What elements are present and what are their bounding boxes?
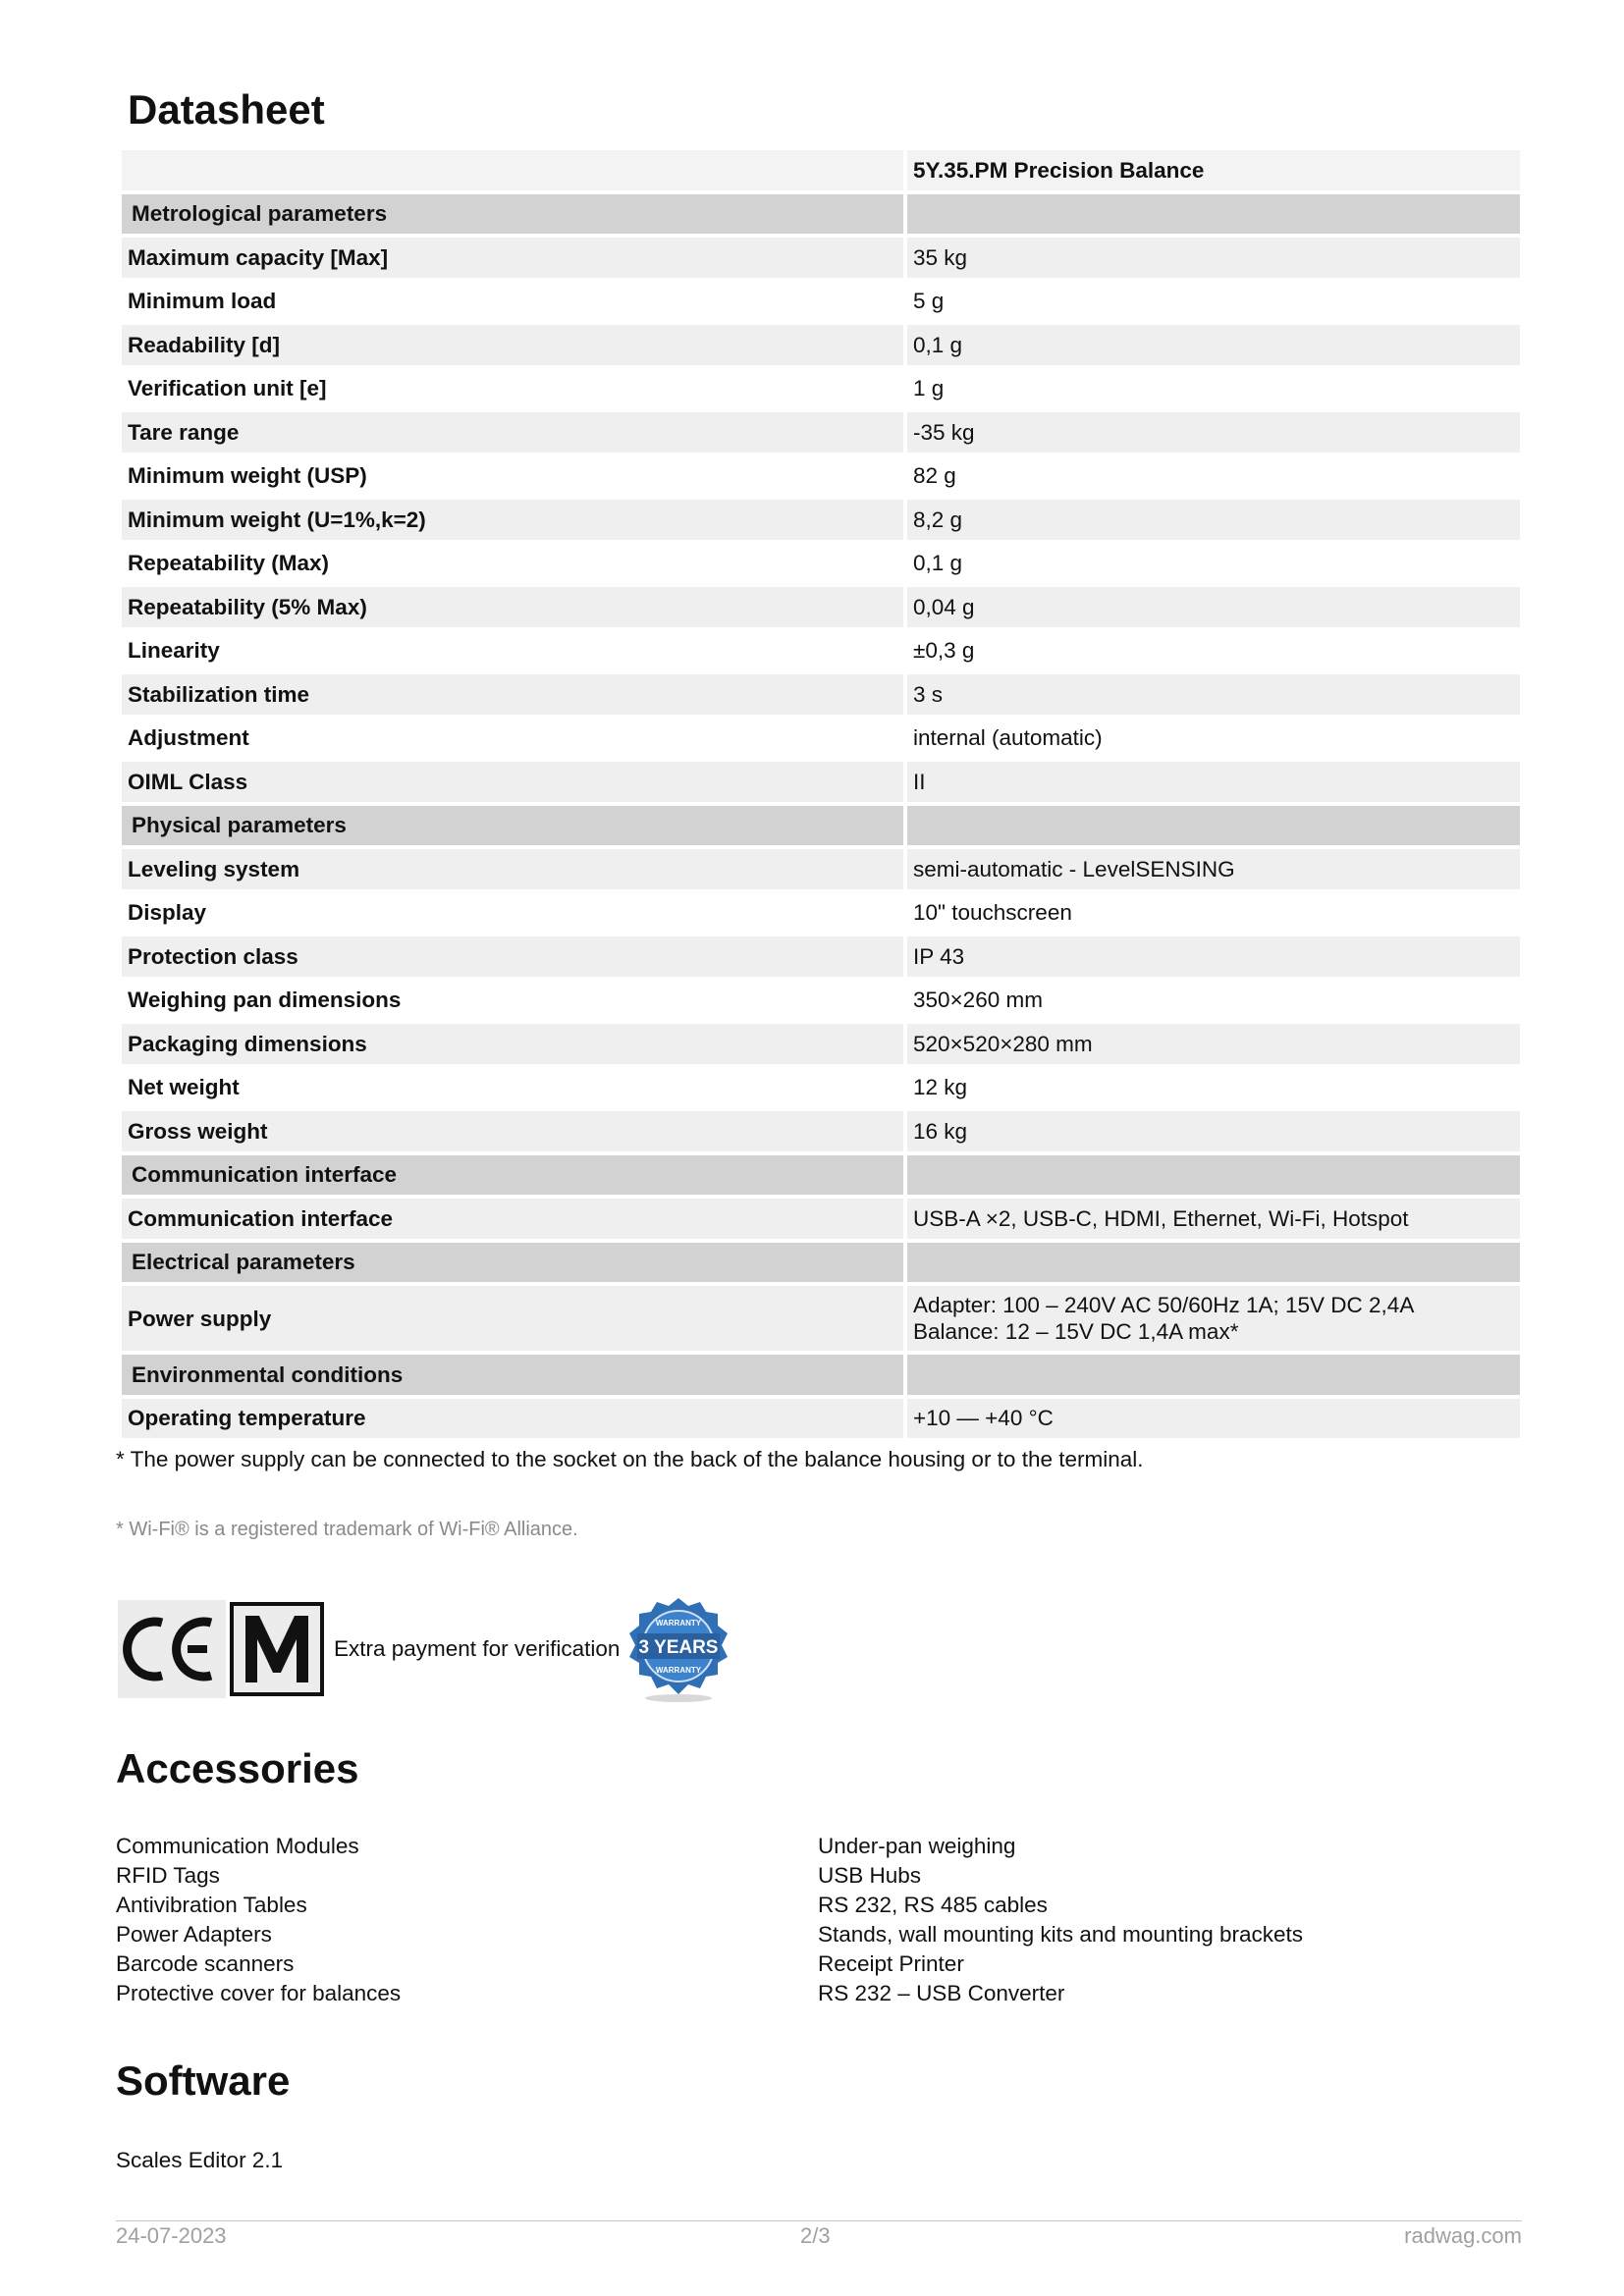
ce-mark-logo [118, 1600, 226, 1698]
footer-divider [116, 2220, 1522, 2221]
spec-row [122, 631, 1520, 671]
spec-row [122, 1286, 1520, 1351]
page-title: Datasheet [128, 86, 325, 133]
spec-value: 10" touchscreen [907, 893, 1520, 934]
accessory-item: Protective cover for balances [116, 1981, 402, 2005]
spec-label: Repeatability (5% Max) [122, 587, 903, 627]
spec-label: Protection class [122, 936, 903, 977]
spec-label: Net weight [122, 1068, 903, 1108]
accessory-item: RFID Tags [116, 1863, 220, 1888]
spec-value: semi-automatic - LevelSENSING [907, 849, 1520, 889]
software-heading: Software [116, 2057, 291, 2104]
spec-label: Linearity [122, 631, 903, 671]
trademark-note: * Wi-Fi® is a registered trademark of Wi-Fi® Alliance. [116, 1519, 578, 1540]
spec-row [122, 936, 1520, 977]
spec-label: Gross weight [122, 1111, 903, 1151]
spec-value: 82 g [907, 456, 1520, 497]
accessories-list-left [116, 1832, 401, 2008]
spec-value [907, 1155, 1520, 1196]
spec-value: 520×520×280 mm [907, 1024, 1520, 1064]
spec-row [122, 282, 1520, 322]
spec-label: Communication interface [122, 1199, 903, 1239]
accessory-item: Under-pan weighing [818, 1834, 1016, 1858]
spec-row [122, 1068, 1520, 1108]
spec-row [122, 456, 1520, 497]
accessory-item: Power Adapters [116, 1922, 272, 1947]
section-header-row [122, 806, 1520, 846]
spec-row [122, 762, 1520, 802]
product-name: 5Y.35.PM Precision Balance [907, 150, 1520, 190]
accessories-heading: Accessories [116, 1745, 359, 1791]
spec-label: Minimum weight (U=1%,k=2) [122, 500, 903, 540]
accessory-item: Stands, wall mounting kits and mounting brackets [818, 1922, 1304, 1947]
spec-value: 1 g [907, 369, 1520, 409]
spec-label: Minimum load [122, 282, 903, 322]
spec-value [907, 194, 1520, 235]
spec-value [907, 1243, 1520, 1283]
section-title: Metrological parameters [122, 194, 903, 235]
spec-row [122, 238, 1520, 278]
accessories-list-right [818, 1832, 1303, 2008]
spec-value: 5 g [907, 282, 1520, 322]
table-header-row [122, 150, 1520, 190]
spec-value: 0,1 g [907, 544, 1520, 584]
software-item: Scales Editor 2.1 [116, 2148, 284, 2172]
spec-row [122, 1111, 1520, 1151]
spec-label: Tare range [122, 412, 903, 453]
footer-page-number: 2/3 [800, 2223, 831, 2248]
spec-value: 0,04 g [907, 587, 1520, 627]
section-title: Environmental conditions [122, 1355, 903, 1395]
spec-label: Weighing pan dimensions [122, 981, 903, 1021]
spec-value-line: Balance: 12 – 15V DC 1,4A max* [913, 1319, 1239, 1344]
spec-value [907, 806, 1520, 846]
spec-value: 3 s [907, 674, 1520, 715]
spec-label: Minimum weight (USP) [122, 456, 903, 497]
spec-value: internal (automatic) [907, 719, 1520, 759]
spec-row [122, 587, 1520, 627]
spec-row [122, 1399, 1520, 1439]
spec-row [122, 1024, 1520, 1064]
spec-label: Leveling system [122, 849, 903, 889]
spec-row [122, 1199, 1520, 1239]
spec-value: 350×260 mm [907, 981, 1520, 1021]
spec-value: 0,1 g [907, 325, 1520, 365]
spec-row [122, 849, 1520, 889]
spec-row [122, 544, 1520, 584]
accessory-item: Receipt Printer [818, 1951, 964, 1976]
spec-value: -35 kg [907, 412, 1520, 453]
accessory-item: Communication Modules [116, 1834, 359, 1858]
svg-text:WARRANTY: WARRANTY [656, 1619, 702, 1628]
svg-text:WARRANTY: WARRANTY [656, 1666, 702, 1675]
spec-row [122, 893, 1520, 934]
accessory-item: Barcode scanners [116, 1951, 295, 1976]
spec-label: Readability [d] [122, 325, 903, 365]
spec-label: Repeatability (Max) [122, 544, 903, 584]
warranty-badge-icon [623, 1594, 733, 1704]
verification-note: Extra payment for verification [334, 1636, 621, 1661]
accessory-item: Antivibration Tables [116, 1893, 307, 1917]
accessory-item: RS 232 – USB Converter [818, 1981, 1065, 2005]
spec-label: Stabilization time [122, 674, 903, 715]
spec-value-line: Adapter: 100 – 240V AC 50/60Hz 1A; 15V DC 2,4A [913, 1293, 1415, 1317]
spec-value: 35 kg [907, 238, 1520, 278]
spec-label: Maximum capacity [Max] [122, 238, 903, 278]
datasheet-table [118, 146, 1524, 1442]
header-empty-cell [122, 150, 903, 190]
certification-row [118, 1595, 733, 1703]
section-header-row [122, 1155, 1520, 1196]
spec-row [122, 500, 1520, 540]
spec-value: 12 kg [907, 1068, 1520, 1108]
spec-value: 8,2 g [907, 500, 1520, 540]
section-header-row [122, 194, 1520, 235]
spec-row [122, 325, 1520, 365]
spec-value: II [907, 762, 1520, 802]
section-header-row [122, 1355, 1520, 1395]
metrology-m-mark [230, 1602, 324, 1696]
spec-value: IP 43 [907, 936, 1520, 977]
section-title: Physical parameters [122, 806, 903, 846]
spec-label: Adjustment [122, 719, 903, 759]
spec-value: +10 — +40 °C [907, 1399, 1520, 1439]
accessory-item: RS 232, RS 485 cables [818, 1893, 1048, 1917]
spec-row [122, 412, 1520, 453]
accessory-item: USB Hubs [818, 1863, 922, 1888]
spec-label: Packaging dimensions [122, 1024, 903, 1064]
svg-text:3 YEARS: 3 YEARS [638, 1637, 719, 1658]
spec-row [122, 674, 1520, 715]
spec-label: OIML Class [122, 762, 903, 802]
section-title: Communication interface [122, 1155, 903, 1196]
footer-website: radwag.com [1404, 2223, 1522, 2248]
spec-value: USB-A ×2, USB-C, HDMI, Ethernet, Wi-Fi, Hotspot [907, 1199, 1520, 1239]
spec-label: Verification unit [e] [122, 369, 903, 409]
spec-row [122, 719, 1520, 759]
spec-row [122, 369, 1520, 409]
section-title: Electrical parameters [122, 1243, 903, 1283]
spec-label: Power supply [122, 1286, 903, 1351]
spec-value: 16 kg [907, 1111, 1520, 1151]
spec-label: Operating temperature [122, 1399, 903, 1439]
spec-value: ±0,3 g [907, 631, 1520, 671]
spec-row [122, 981, 1520, 1021]
spec-value [907, 1355, 1520, 1395]
section-header-row [122, 1243, 1520, 1283]
footer-date: 24-07-2023 [116, 2223, 227, 2248]
spec-value [907, 1286, 1520, 1351]
spec-label: Display [122, 893, 903, 934]
power-supply-footnote: * The power supply can be connected to the socket on the back of the balance housing or to the terminal. [116, 1447, 1144, 1471]
